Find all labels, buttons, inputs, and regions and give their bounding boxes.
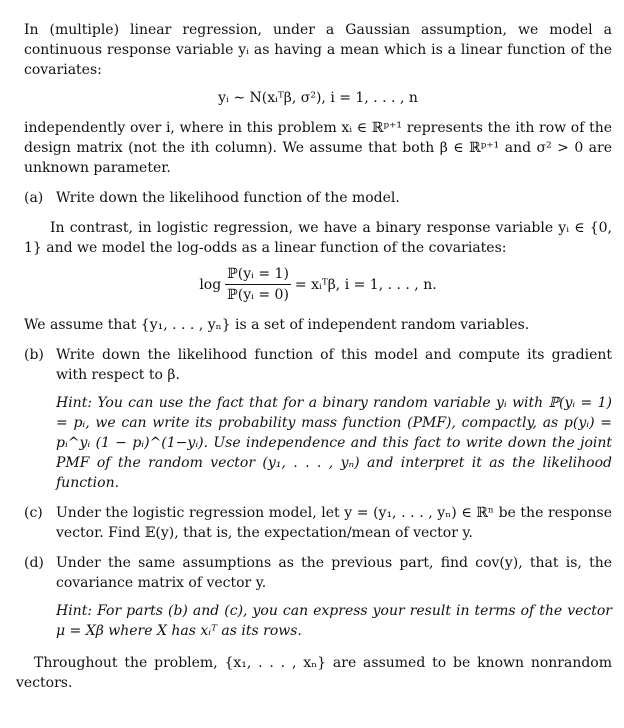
part-c-text: Under the logistic regression model, let y = (y₁, . . . , yₙ) ∈ ℝⁿ be the response vector. Find 𝔼(y), that is, the expectation/mean of vector y. (56, 505, 612, 541)
log-operator: log (199, 276, 222, 293)
assumption-paragraph: independently over i, where in this problem xᵢ ∈ ℝᵖ⁺¹ represents the ith row of the design matrix (not the ith column). We assume that both β ∈ ℝᵖ⁺¹ and σ² > 0 are unknown parameter. (24, 120, 612, 176)
log-odds-equation (24, 264, 612, 305)
fraction-numerator: ℙ(yᵢ = 1) (225, 264, 291, 285)
part-d-text: Under the same assumptions as the previous part, find cov(y), that is, the covariance matrix of vector y. (56, 555, 612, 591)
intro-paragraph: In (multiple) linear regression, under a Gaussian assumption, we model a continuous response variable yᵢ as having a mean which is a linear function of the covariates: (24, 22, 612, 78)
closing-block (16, 653, 612, 693)
log-odds-fraction (225, 264, 291, 305)
part-b-text: Write down the likelihood function of this model and compute its gradient with respect to β. (56, 347, 612, 383)
contrast-paragraph: In contrast, in logistic regression, we have a binary response variable yᵢ ∈ {0, 1} and we model the log-odds as a linear function of the covariates: (24, 220, 612, 256)
part-c (24, 503, 612, 543)
gaussian-model-equation: yᵢ ∼ N(xᵢᵀβ, σ²), i = 1, . . . , n (218, 90, 418, 106)
fraction-denominator: ℙ(yᵢ = 0) (227, 287, 289, 303)
part-d-hint: Hint: For parts (b) and (c), you can express your result in terms of the vector μ = Xβ where X has xᵢᵀ as its rows. (56, 603, 612, 639)
part-b (24, 345, 612, 385)
independence-statement: We assume that {y₁, . . . , yₙ} is a set of independent random variables. (24, 317, 530, 333)
part-b-hint: Hint: You can use the fact that for a binary random variable yᵢ with ℙ(yᵢ = 1) = pᵢ, we can write its probability mass function (PMF), compactly, as p(yᵢ) = pᵢ^yᵢ (1 − pᵢ)^(1−yᵢ). Use independence and this fact to write down the joint PMF of the random vector (y₁, . . . , yₙ) and interpret it as the likelihood function. (56, 395, 612, 491)
part-d-label: (d) (24, 555, 44, 571)
part-a-label: (a) (24, 190, 44, 206)
part-c-label: (c) (24, 505, 43, 521)
part-d (24, 553, 612, 593)
part-a (24, 188, 612, 208)
log-odds-rhs: = xᵢᵀβ, i = 1, . . . , n. (294, 276, 437, 293)
closing-paragraph: Throughout the problem, {x₁, . . . , xₙ} are assumed to be known nonrandom vectors. (16, 655, 612, 691)
part-a-text: Write down the likelihood function of the model. (56, 190, 400, 206)
part-b-label: (b) (24, 347, 44, 363)
